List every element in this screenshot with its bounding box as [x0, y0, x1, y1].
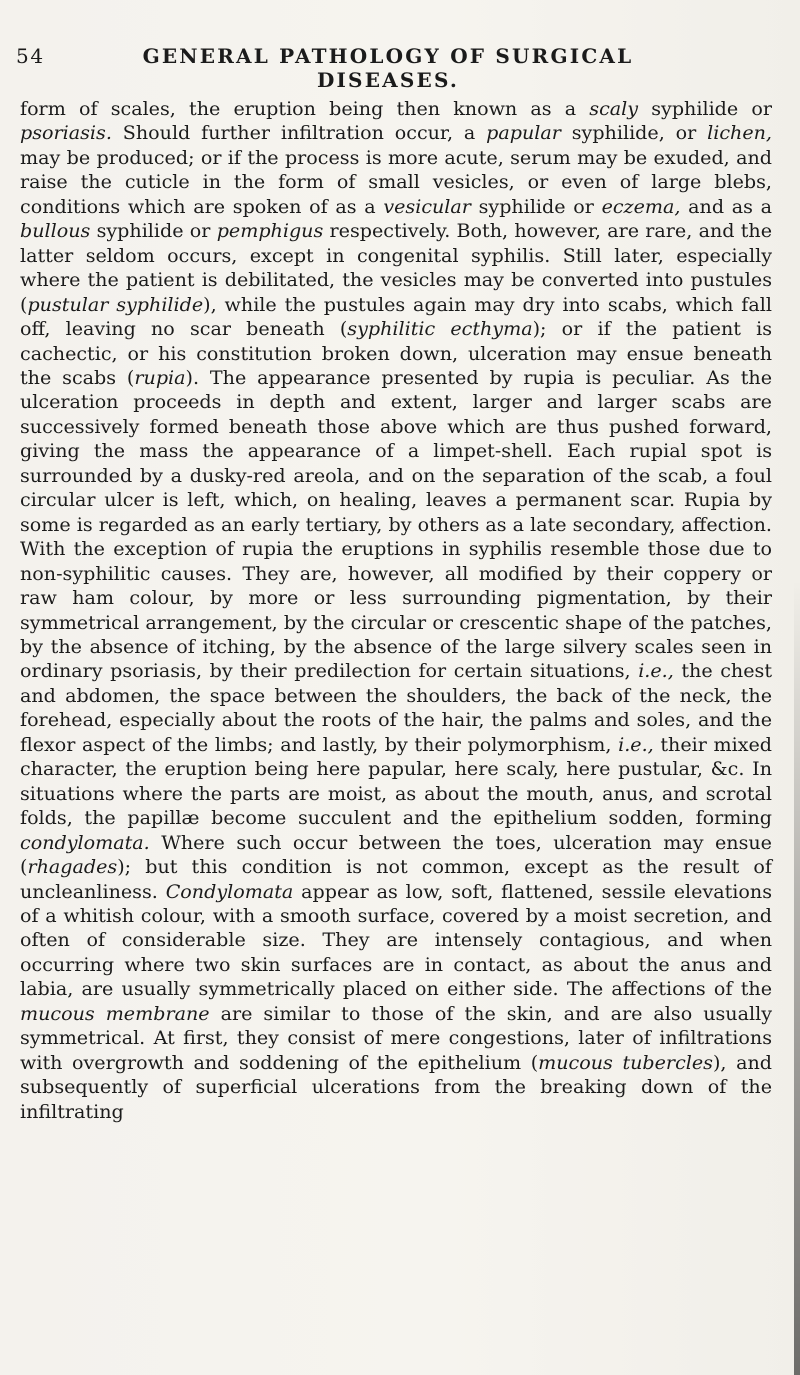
text-run: and as a: [680, 194, 772, 218]
text-run: ); but this condition is not common, except as the result of uncleanliness.: [20, 855, 772, 903]
italic-term: bullous: [20, 219, 91, 243]
italic-term: eczema,: [601, 194, 681, 218]
italic-term: pemphigus: [216, 219, 324, 243]
text-run: ). The appearance presented by rupia is peculiar. As the ulceration proceeds in depth and extent, larger and larger scabs are successively formed beneath those above which are thus pushed forward, giving the mass the appearance of a limpet-shell. Each rupial spot is surrounded by a dusky-red areola, and on the separation of the scab, a foul circular ulcer is left, which, on healing, leaves a permanent scar. Rupia by some is regarded as an early tertiary, by others as a late secondary, affection. With the exception of rupia the eruptions in syphilis resemble those due to non-syphilitic causes. They are, however, all modified by their coppery or raw ham colour, by more or less surrounding pigmentation, by their symmetrical arrangement, by the circular or crescentic shape of the patches, by the absence of itching, by the absence of the large silvery scales seen in ordinary psoriasis, by their predilection for certain situations,: [20, 365, 772, 683]
page-edge-shadow: [794, 580, 800, 1375]
italic-term: psoriasis.: [20, 121, 112, 145]
running-head: [16, 44, 760, 92]
text-run: syphilide, or: [560, 121, 708, 145]
text-run: are similar to those of the skin, and are also usually symmetrical. At first, they consist of mere congestions, later of infiltrations with overgrowth and soddening of the epithelium (: [20, 1001, 772, 1074]
italic-term: rhagades: [27, 855, 118, 879]
italic-term: syphilitic ecthyma: [347, 317, 533, 341]
chapter-title: GENERAL PATHOLOGY OF SURGICAL DISEASES.: [142, 44, 634, 92]
italic-term: mucous tubercles: [538, 1050, 713, 1074]
italic-term: papular: [486, 121, 561, 145]
text-run: syphilide or: [638, 97, 772, 120]
text-run: syphilide or: [470, 194, 602, 218]
text-run: ), and subsequently of superficial ulcerations from the breaking down of the infiltrating: [20, 1050, 772, 1123]
text-run: the chest and abdomen, the space between the shoulders, the back of the neck, the forehead, especially about the roots of the hair, the palms and soles, and the flexor aspect of the limbs; and lastly, by their polymorphism,: [20, 659, 772, 756]
text-run: form of scales, the eruption being then known as a: [20, 97, 590, 120]
body-paragraph: [20, 97, 772, 1124]
text-run: Where such occur between the toes, ulceration may ensue (: [20, 830, 772, 879]
italic-term: pustular syphilide: [27, 292, 204, 316]
italic-term: scaly: [589, 97, 639, 120]
page-number: 54: [16, 44, 45, 68]
text-run: syphilide or: [90, 219, 217, 243]
italic-term: rupia: [134, 365, 186, 389]
italic-term: Condylomata: [165, 879, 294, 903]
text-run: appear as low, soft, flattened, sessile elevations of a whitish colour, with a smooth surface, covered by a moist secretion, and often of considerable size. They are intensely contagious, and when occurring where two skin surfaces are in contact, as about the anus and labia, are usually symmetrically placed on either side. The affections of the: [20, 879, 772, 1001]
text-run: may be produced; or if the process is more acute, serum may be exuded, and raise the cuticle in the form of small vesicles, or even of large blebs, conditions which are spoken of as a: [20, 145, 772, 218]
italic-term: i.e.,: [638, 659, 674, 683]
text-run: respectively. Both, however, are rare, and the latter seldom occurs, except in congenital syphilis. Still later, especially where the patient is debilitated, the vesicles may be converted into pustules (: [20, 219, 772, 316]
italic-term: vesicular: [383, 194, 471, 218]
italic-term: i.e.,: [618, 732, 654, 756]
text-run: their mixed character, the eruption being here papular, here scaly, here pustular, &c. In situations where the parts are moist, as about the mouth, anus, and scrotal folds, the papillæ become succulent and the epithelium sodden, forming: [20, 732, 772, 830]
italic-term: mucous membrane: [20, 1001, 210, 1025]
italic-term: lichen,: [707, 121, 772, 145]
text-run: ), while the pustules again may dry into scabs, which fall off, leaving no scar beneath (: [20, 292, 772, 341]
text-run: Should further infiltration occur, a: [111, 121, 487, 145]
text-run: ); or if the patient is cachectic, or his constitution broken down, ulceration may ensue beneath the scabs (: [20, 317, 772, 389]
italic-term: condylomata.: [20, 830, 150, 854]
